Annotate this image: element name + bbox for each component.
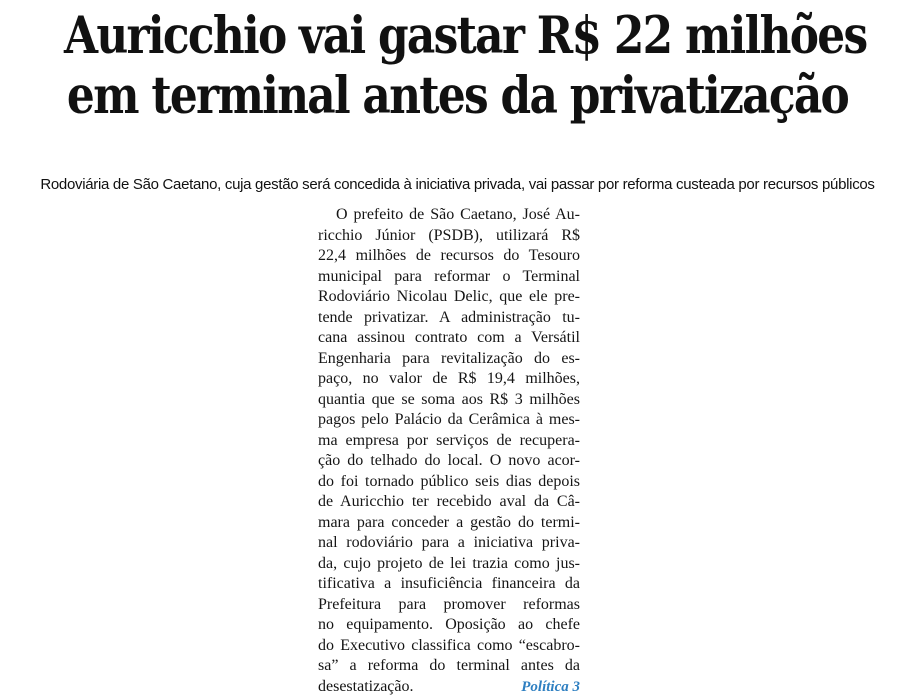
article-line: Rodoviário Nicolau Delic, que ele pre- (318, 288, 580, 305)
article-line: pagos pelo Palácio da Cerâmica à mes- (318, 411, 580, 428)
article-line: sa” a reforma do terminal antes da (318, 657, 580, 674)
subheadline: Rodoviária de São Caetano, cuja gestão será concedida à iniciativa privada, vai passar por reforma custeada por recursos públicos (40, 176, 875, 193)
article-line: nal rodoviário para a iniciativa priva- (318, 534, 580, 551)
article-line: ção do telhado do local. O novo acor- (318, 452, 580, 469)
article-line: mara para conceder a gestão do termi- (318, 513, 580, 531)
article-line: ricchio Júnior (PSDB), utilizará R$ (318, 226, 580, 244)
article-line: O prefeito de São Caetano, José Au- (336, 206, 580, 223)
article-line-last (318, 677, 580, 698)
headline-line-2: em terminal antes da privatização (66, 66, 849, 126)
article-line: cana assinou contrato com a Versátil (318, 329, 580, 346)
article-line: Prefeitura para promover reformas (318, 595, 580, 613)
article-body (318, 205, 580, 697)
article-line: Engenharia para revitalização do es- (318, 349, 580, 367)
article-line: quantia que se soma aos R$ 3 milhões (318, 390, 580, 408)
headline-line-1: Auricchio vai gastar R$ 22 milhões (64, 6, 867, 66)
article-line: municipal para reformar o Terminal (318, 267, 580, 285)
article-line-text: desestatização. (318, 677, 414, 695)
section-reference-link[interactable]: Política 3 (521, 678, 580, 695)
article-line: do Executivo classifica como “escabro- (318, 636, 580, 654)
article-line: tificativa a insuficiência financeira da (318, 575, 580, 592)
headline (64, 6, 867, 126)
article-line: 22,4 milhões de recursos do Tesouro (318, 247, 580, 264)
article-line: do foi tornado público seis dias depois (318, 472, 580, 490)
article-line: no equipamento. Oposição ao chefe (318, 616, 580, 633)
article-line: da, cujo projeto de lei trazia como jus- (318, 554, 580, 572)
article-line: paço, no valor de R$ 19,4 milhões, (318, 370, 580, 387)
article-line: ma empresa por serviços de recupera- (318, 431, 580, 449)
article-line: de Auricchio ter recebido aval da Câ- (318, 493, 580, 510)
article-line: tende privatizar. A administração tu- (318, 308, 580, 326)
